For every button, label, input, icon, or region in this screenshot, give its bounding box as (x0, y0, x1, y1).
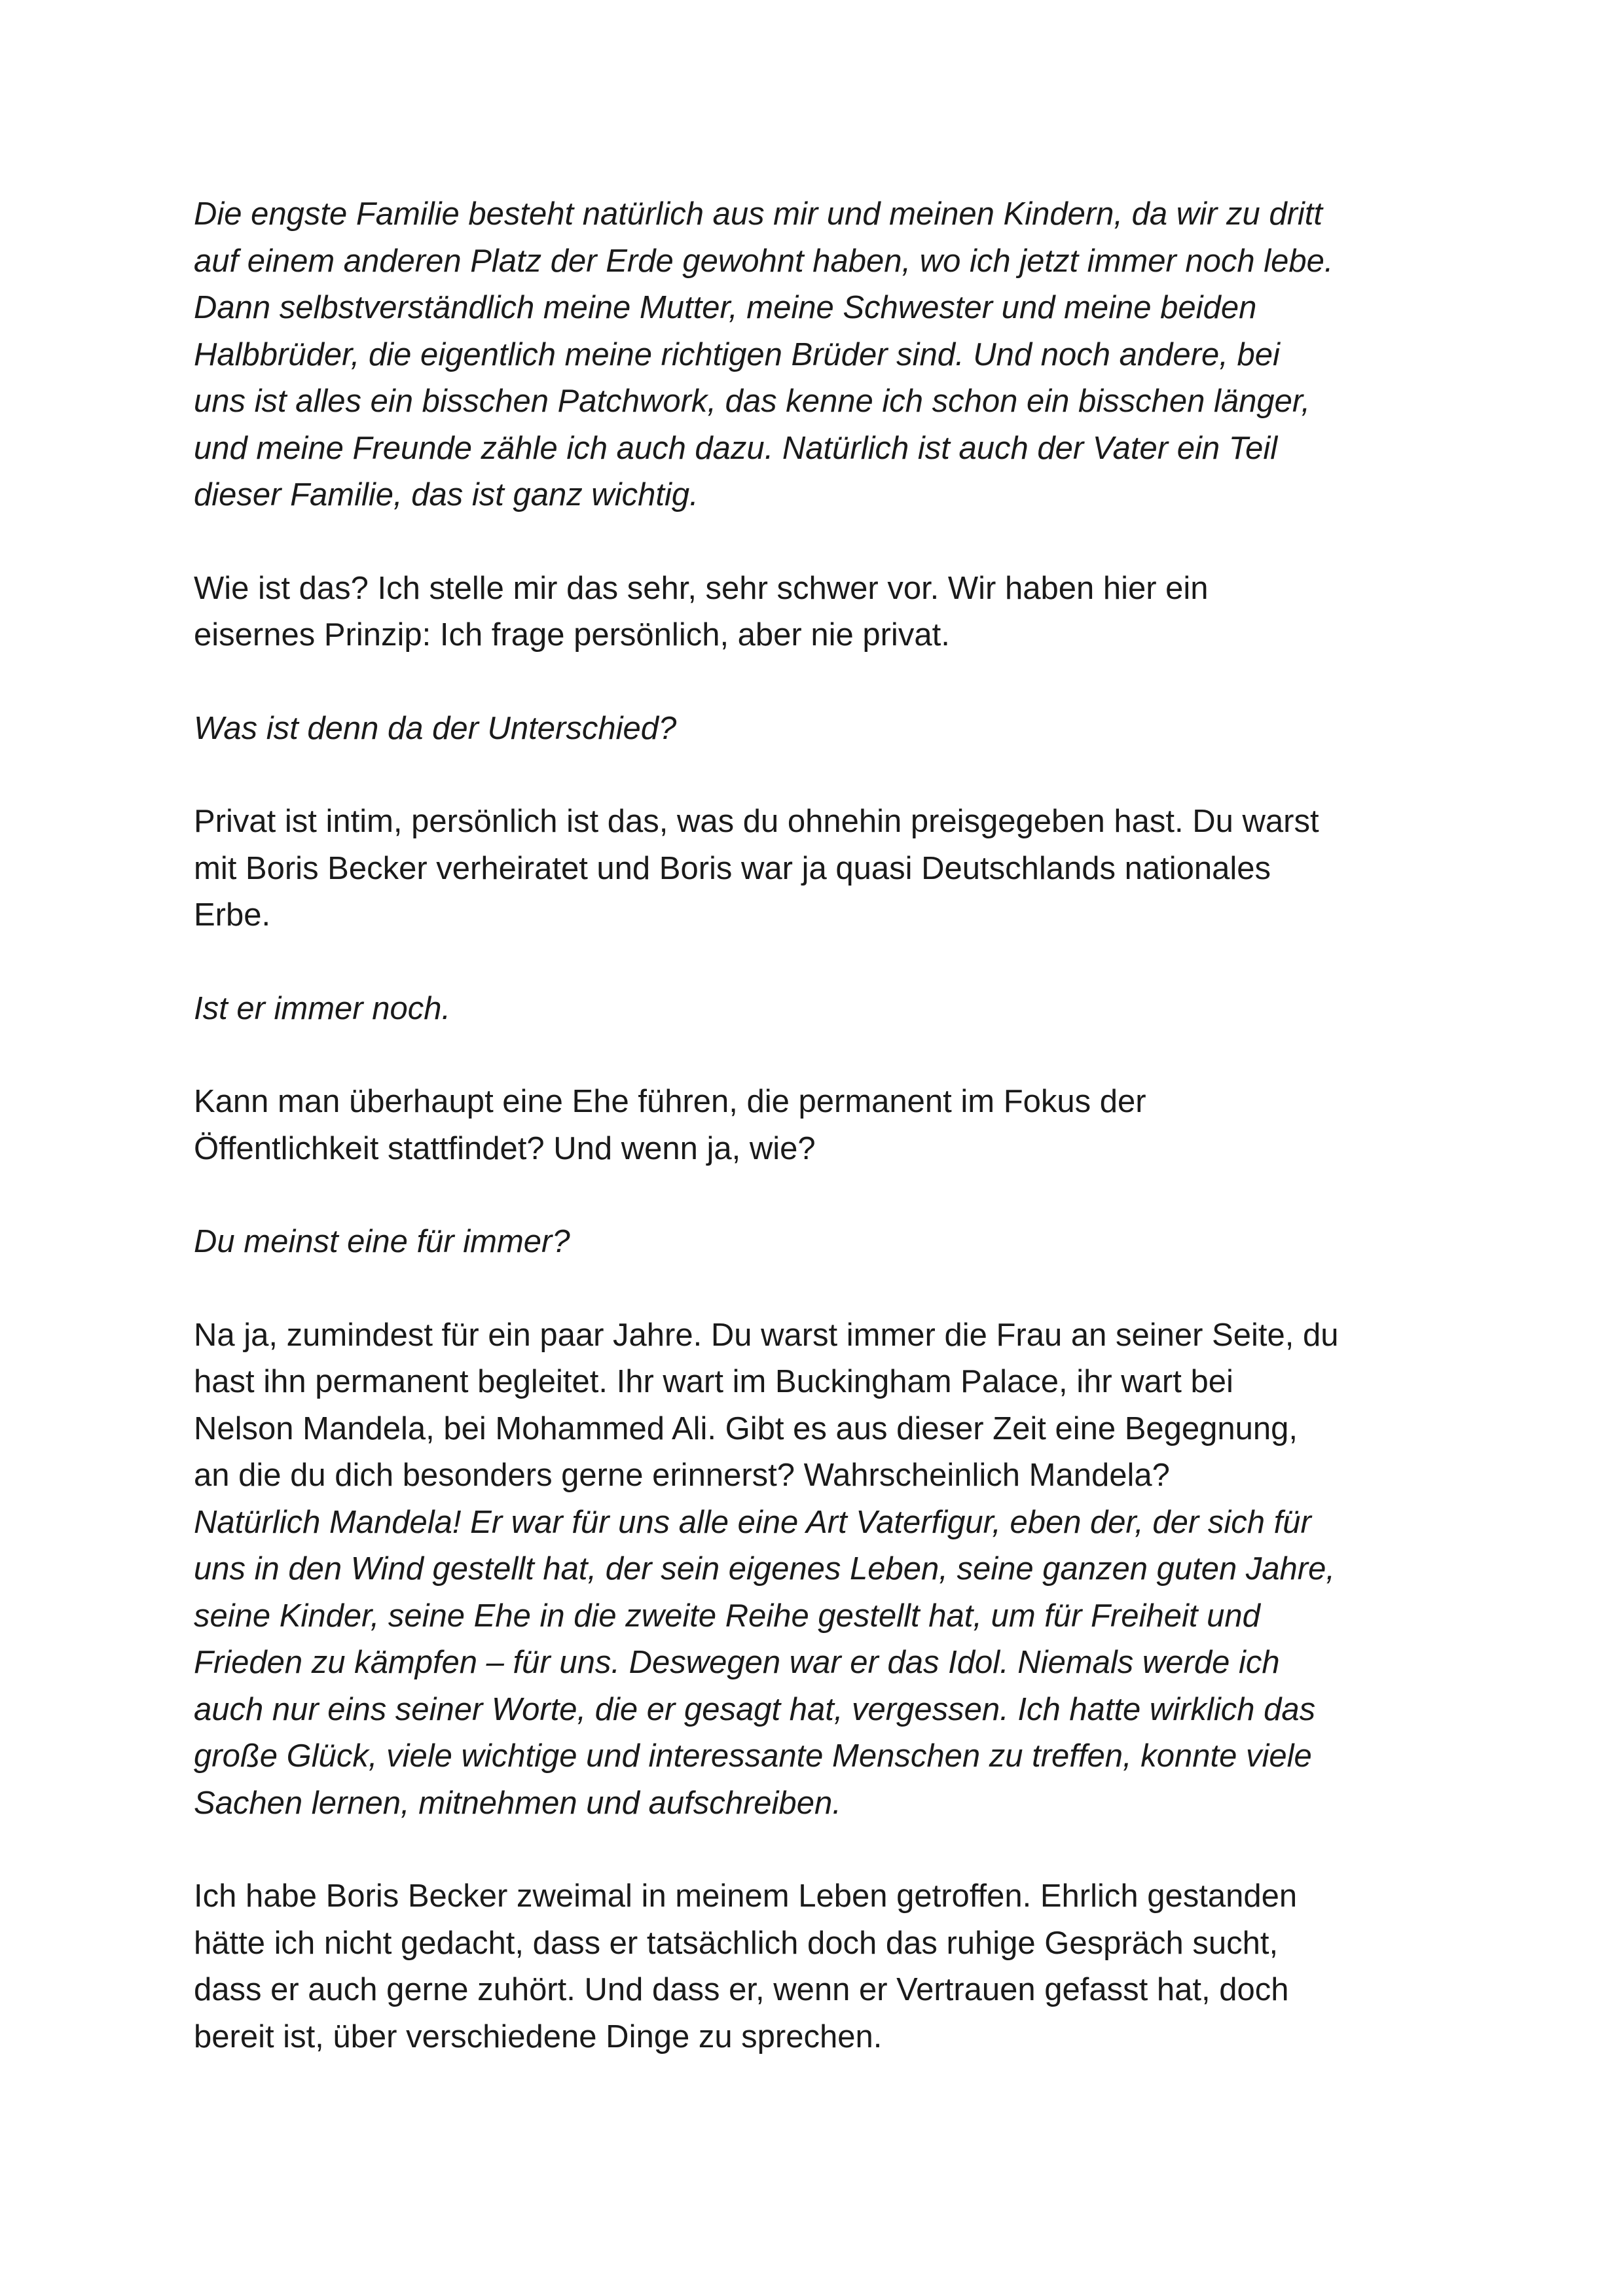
paragraph-question-encounter: Na ja, zumindest für ein paar Jahre. Du warst immer die Frau an seiner Seite, du hast ihn permanent begleitet. Ihr wart im Buckingham Palace, ihr wart bei Nelson Mandela, bei Mohammed Ali. Gibt es aus dieser Zeit eine Begegnung, an die du dich besonders gerne erinnerst? Wahrscheinlich Mandela? (194, 1317, 1339, 1493)
paragraph-answer-forever: Du meinst eine für immer? (194, 1224, 570, 1259)
paragraph-question-principle: Wie ist das? Ich stelle mir das sehr, sehr schwer vor. Wir haben hier ein eisernes Prinzip: Ich frage persönlich, aber nie privat. (194, 570, 1209, 653)
paragraph-question-boris-becker: Privat ist intim, persönlich ist das, was du ohnehin preisgegeben hast. Du warst mit Boris Becker verheiratet und Boris war ja quasi Deutschlands nationales Erbe. (194, 804, 1319, 933)
document-page (194, 191, 1457, 2107)
paragraph-answer-family: Die engste Familie besteht natürlich aus mir und meinen Kindern, da wir zu dritt auf einem anderen Platz der Erde gewohnt haben, wo ich jetzt immer noch lebe. Dann selbstverständlich meine Mutter, meine Schwester und meine beiden Halbbrüder, die eigentlich meine richtigen Brüder sind. Und noch andere, bei uns ist alles ein bisschen Patchwork, das kenne ich schon ein bisschen länger, und meine Freunde zähle ich auch dazu. Natürlich ist auch der Vater ein Teil dieser Familie, das ist ganz wichtig. (194, 196, 1334, 512)
paragraph-answer-still: Ist er immer noch. (194, 990, 451, 1026)
paragraph-question-meeting: Ich habe Boris Becker zweimal in meinem Leben getroffen. Ehrlich gestanden hätte ich nicht gedacht, dass er tatsächlich doch das ruhige Gespräch sucht, dass er auch gerne zuhört. Und dass er, wenn er Vertrauen gefasst hat, doch bereit ist, über verschiedene Dinge zu sprechen. (194, 1878, 1298, 2054)
paragraph-question-marriage: Kann man überhaupt eine Ehe führen, die permanent im Fokus der Öffentlichkeit stattfindet? Und wenn ja, wie? (194, 1084, 1146, 1166)
paragraph-answer-mandela: Natürlich Mandela! Er war für uns alle eine Art Vaterfigur, eben der, der sich für uns in den Wind gestellt hat, der sein eigenes Leben, seine ganzen guten Jahre, seine Kinder, seine Ehe in die zweite Reihe gestellt hat, um für Freiheit und Frieden zu kämpfen – für uns. Deswegen war er das Idol. Niemals werde ich auch nur eins seiner Worte, die er gesagt hat, vergessen. Ich hatte wirklich das große Glück, viele wichtige und interessante Menschen zu treffen, konnte viele Sachen lernen, mitnehmen und aufschreiben. (194, 1504, 1335, 1821)
paragraph-answer-difference: Was ist denn da der Unterschied? (194, 710, 677, 746)
